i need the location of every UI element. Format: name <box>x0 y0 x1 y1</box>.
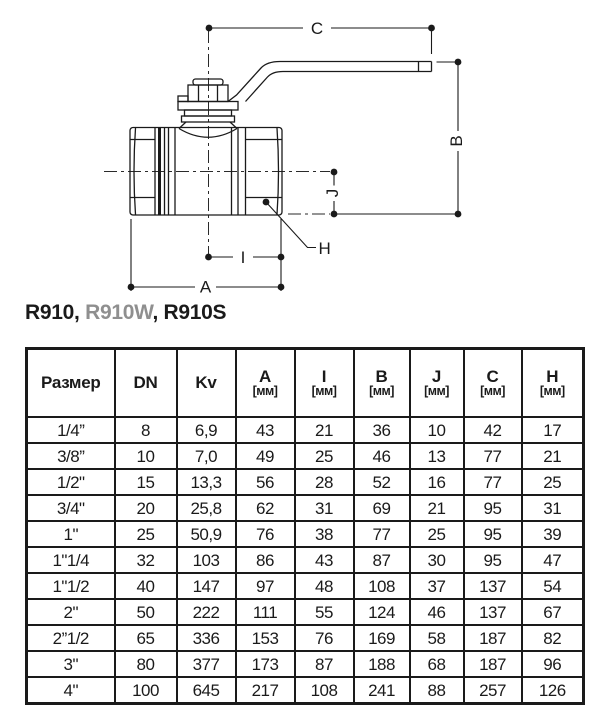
cell-j: 58 <box>410 625 464 651</box>
cell-j: 30 <box>410 547 464 573</box>
dim-label-h: H <box>318 239 331 258</box>
table-row <box>27 573 584 599</box>
col-header-j <box>410 349 464 418</box>
cell-h: 96 <box>522 651 584 677</box>
cell-kv: 50,9 <box>177 521 236 547</box>
h-reference-dot <box>263 199 270 206</box>
cell-a: 173 <box>236 651 295 677</box>
cell-size: 1" <box>27 521 115 547</box>
cell-b: 241 <box>354 677 410 704</box>
cell-kv: 336 <box>177 625 236 651</box>
cell-j: 21 <box>410 495 464 521</box>
cell-b: 36 <box>354 417 410 443</box>
col-header-c <box>464 349 522 418</box>
cell-c: 257 <box>464 677 522 704</box>
header-label: DN <box>133 373 158 393</box>
header-label: C <box>486 366 499 386</box>
cell-a: 49 <box>236 443 295 469</box>
cell-dn: 25 <box>115 521 177 547</box>
header-label: Размер <box>41 373 101 393</box>
table-row <box>27 599 584 625</box>
title-model-r910s: , R910S <box>152 301 227 324</box>
cell-h: 25 <box>522 469 584 495</box>
page-title <box>25 301 226 325</box>
cell-b: 77 <box>354 521 410 547</box>
cell-size: 1"1/4 <box>27 547 115 573</box>
cell-j: 68 <box>410 651 464 677</box>
header-label: B <box>375 366 388 386</box>
cell-i: 21 <box>295 417 354 443</box>
cell-size: 1"1/2 <box>27 573 115 599</box>
cell-kv: 25,8 <box>177 495 236 521</box>
cell-a: 56 <box>236 469 295 495</box>
dimensions-table <box>25 347 585 705</box>
cell-a: 111 <box>236 599 295 625</box>
header-unit: [мм] <box>539 384 565 399</box>
cell-j: 16 <box>410 469 464 495</box>
cell-h: 21 <box>522 443 584 469</box>
header-label: H <box>546 366 559 386</box>
cell-kv: 6,9 <box>177 417 236 443</box>
cell-dn: 20 <box>115 495 177 521</box>
centerlines <box>104 30 330 254</box>
header-unit: [мм] <box>480 384 505 399</box>
table-body <box>27 417 584 704</box>
cell-size: 3" <box>27 651 115 677</box>
header-label: Kv <box>195 373 217 393</box>
cell-c: 137 <box>464 573 522 599</box>
dim-label-a: A <box>199 277 212 297</box>
valve-technical-drawing <box>0 0 600 310</box>
cell-c: 187 <box>464 625 522 651</box>
col-header-kv <box>177 349 236 418</box>
cell-j: 25 <box>410 521 464 547</box>
col-header-a <box>236 349 295 418</box>
cell-size: 1/2" <box>27 469 115 495</box>
cell-j: 13 <box>410 443 464 469</box>
header-unit: [мм] <box>369 384 394 399</box>
cell-h: 82 <box>522 625 584 651</box>
table-row <box>27 625 584 651</box>
cell-b: 87 <box>354 547 410 573</box>
col-header-size <box>27 349 115 418</box>
handle-plate-tab <box>178 96 188 102</box>
table-row <box>27 547 584 573</box>
cell-dn: 8 <box>115 417 177 443</box>
cell-i: 55 <box>295 599 354 625</box>
cell-b: 169 <box>354 625 410 651</box>
table-row <box>27 469 584 495</box>
cell-size: 4" <box>27 677 115 704</box>
cell-kv: 645 <box>177 677 236 704</box>
cell-i: 25 <box>295 443 354 469</box>
cell-kv: 103 <box>177 547 236 573</box>
cell-h: 126 <box>522 677 584 704</box>
dim-label-i: I <box>240 248 246 267</box>
cell-b: 52 <box>354 469 410 495</box>
cell-j: 10 <box>410 417 464 443</box>
cell-kv: 377 <box>177 651 236 677</box>
table-row <box>27 443 584 469</box>
cell-c: 95 <box>464 495 522 521</box>
title-model-r910: R910, <box>25 301 86 324</box>
cell-h: 39 <box>522 521 584 547</box>
cell-a: 97 <box>236 573 295 599</box>
header-label: I <box>321 366 327 386</box>
cell-a: 43 <box>236 417 295 443</box>
cell-i: 48 <box>295 573 354 599</box>
cell-dn: 10 <box>115 443 177 469</box>
cell-c: 42 <box>464 417 522 443</box>
cell-a: 62 <box>236 495 295 521</box>
table-row <box>27 495 584 521</box>
cell-c: 77 <box>464 469 522 495</box>
dimension-lines <box>131 28 458 291</box>
cell-size: 1/4” <box>27 417 115 443</box>
cell-dn: 65 <box>115 625 177 651</box>
header-row <box>27 349 584 418</box>
dim-label-j: J <box>323 188 342 198</box>
cell-c: 137 <box>464 599 522 625</box>
cell-dn: 15 <box>115 469 177 495</box>
cell-dn: 40 <box>115 573 177 599</box>
cell-h: 47 <box>522 547 584 573</box>
cell-c: 95 <box>464 521 522 547</box>
cell-dn: 50 <box>115 599 177 625</box>
cell-i: 28 <box>295 469 354 495</box>
cell-b: 124 <box>354 599 410 625</box>
cell-i: 43 <box>295 547 354 573</box>
cell-i: 87 <box>295 651 354 677</box>
cell-size: 2”1/2 <box>27 625 115 651</box>
header-label: A <box>259 366 271 386</box>
col-header-h <box>522 349 584 418</box>
cell-a: 217 <box>236 677 295 704</box>
cell-b: 69 <box>354 495 410 521</box>
header-label: J <box>431 366 442 386</box>
handle-top-edge <box>228 62 432 102</box>
col-header-i <box>295 349 354 418</box>
cell-dn: 100 <box>115 677 177 704</box>
cell-i: 38 <box>295 521 354 547</box>
cell-i: 31 <box>295 495 354 521</box>
title-model-r910w: R910W <box>85 301 153 324</box>
cell-size: 2" <box>27 599 115 625</box>
cell-i: 76 <box>295 625 354 651</box>
dim-label-b: B <box>447 135 466 147</box>
header-unit: [мм] <box>424 384 449 399</box>
table-row <box>27 651 584 677</box>
table-row <box>27 521 584 547</box>
cell-h: 54 <box>522 573 584 599</box>
cell-j: 37 <box>410 573 464 599</box>
cell-a: 153 <box>236 625 295 651</box>
lever-handle <box>228 62 432 102</box>
valve-body <box>130 122 282 215</box>
cell-h: 67 <box>522 599 584 625</box>
cell-size: 3/8” <box>27 443 115 469</box>
col-header-dn <box>115 349 177 418</box>
cell-c: 77 <box>464 443 522 469</box>
h-leader-line <box>266 202 316 248</box>
col-header-b <box>354 349 410 418</box>
cell-dn: 32 <box>115 547 177 573</box>
cell-kv: 7,0 <box>177 443 236 469</box>
table-header <box>27 349 584 418</box>
handle-bottom-edge <box>246 72 432 102</box>
cell-kv: 222 <box>177 599 236 625</box>
cell-h: 17 <box>522 417 584 443</box>
cell-i: 108 <box>295 677 354 704</box>
cell-dn: 80 <box>115 651 177 677</box>
cell-b: 188 <box>354 651 410 677</box>
cell-a: 76 <box>236 521 295 547</box>
table-row <box>27 417 584 443</box>
cell-c: 187 <box>464 651 522 677</box>
header-unit: [мм] <box>311 384 337 399</box>
dimension-labels <box>200 19 466 297</box>
cell-c: 95 <box>464 547 522 573</box>
cell-b: 108 <box>354 573 410 599</box>
cell-j: 88 <box>410 677 464 704</box>
cell-kv: 147 <box>177 573 236 599</box>
dim-label-c: C <box>310 19 324 38</box>
cell-b: 46 <box>354 443 410 469</box>
dimension-dots <box>128 25 462 291</box>
cell-size: 3/4" <box>27 495 115 521</box>
header-unit: [мм] <box>252 384 278 399</box>
cell-h: 31 <box>522 495 584 521</box>
cell-j: 46 <box>410 599 464 625</box>
cell-kv: 13,3 <box>177 469 236 495</box>
cell-a: 86 <box>236 547 295 573</box>
